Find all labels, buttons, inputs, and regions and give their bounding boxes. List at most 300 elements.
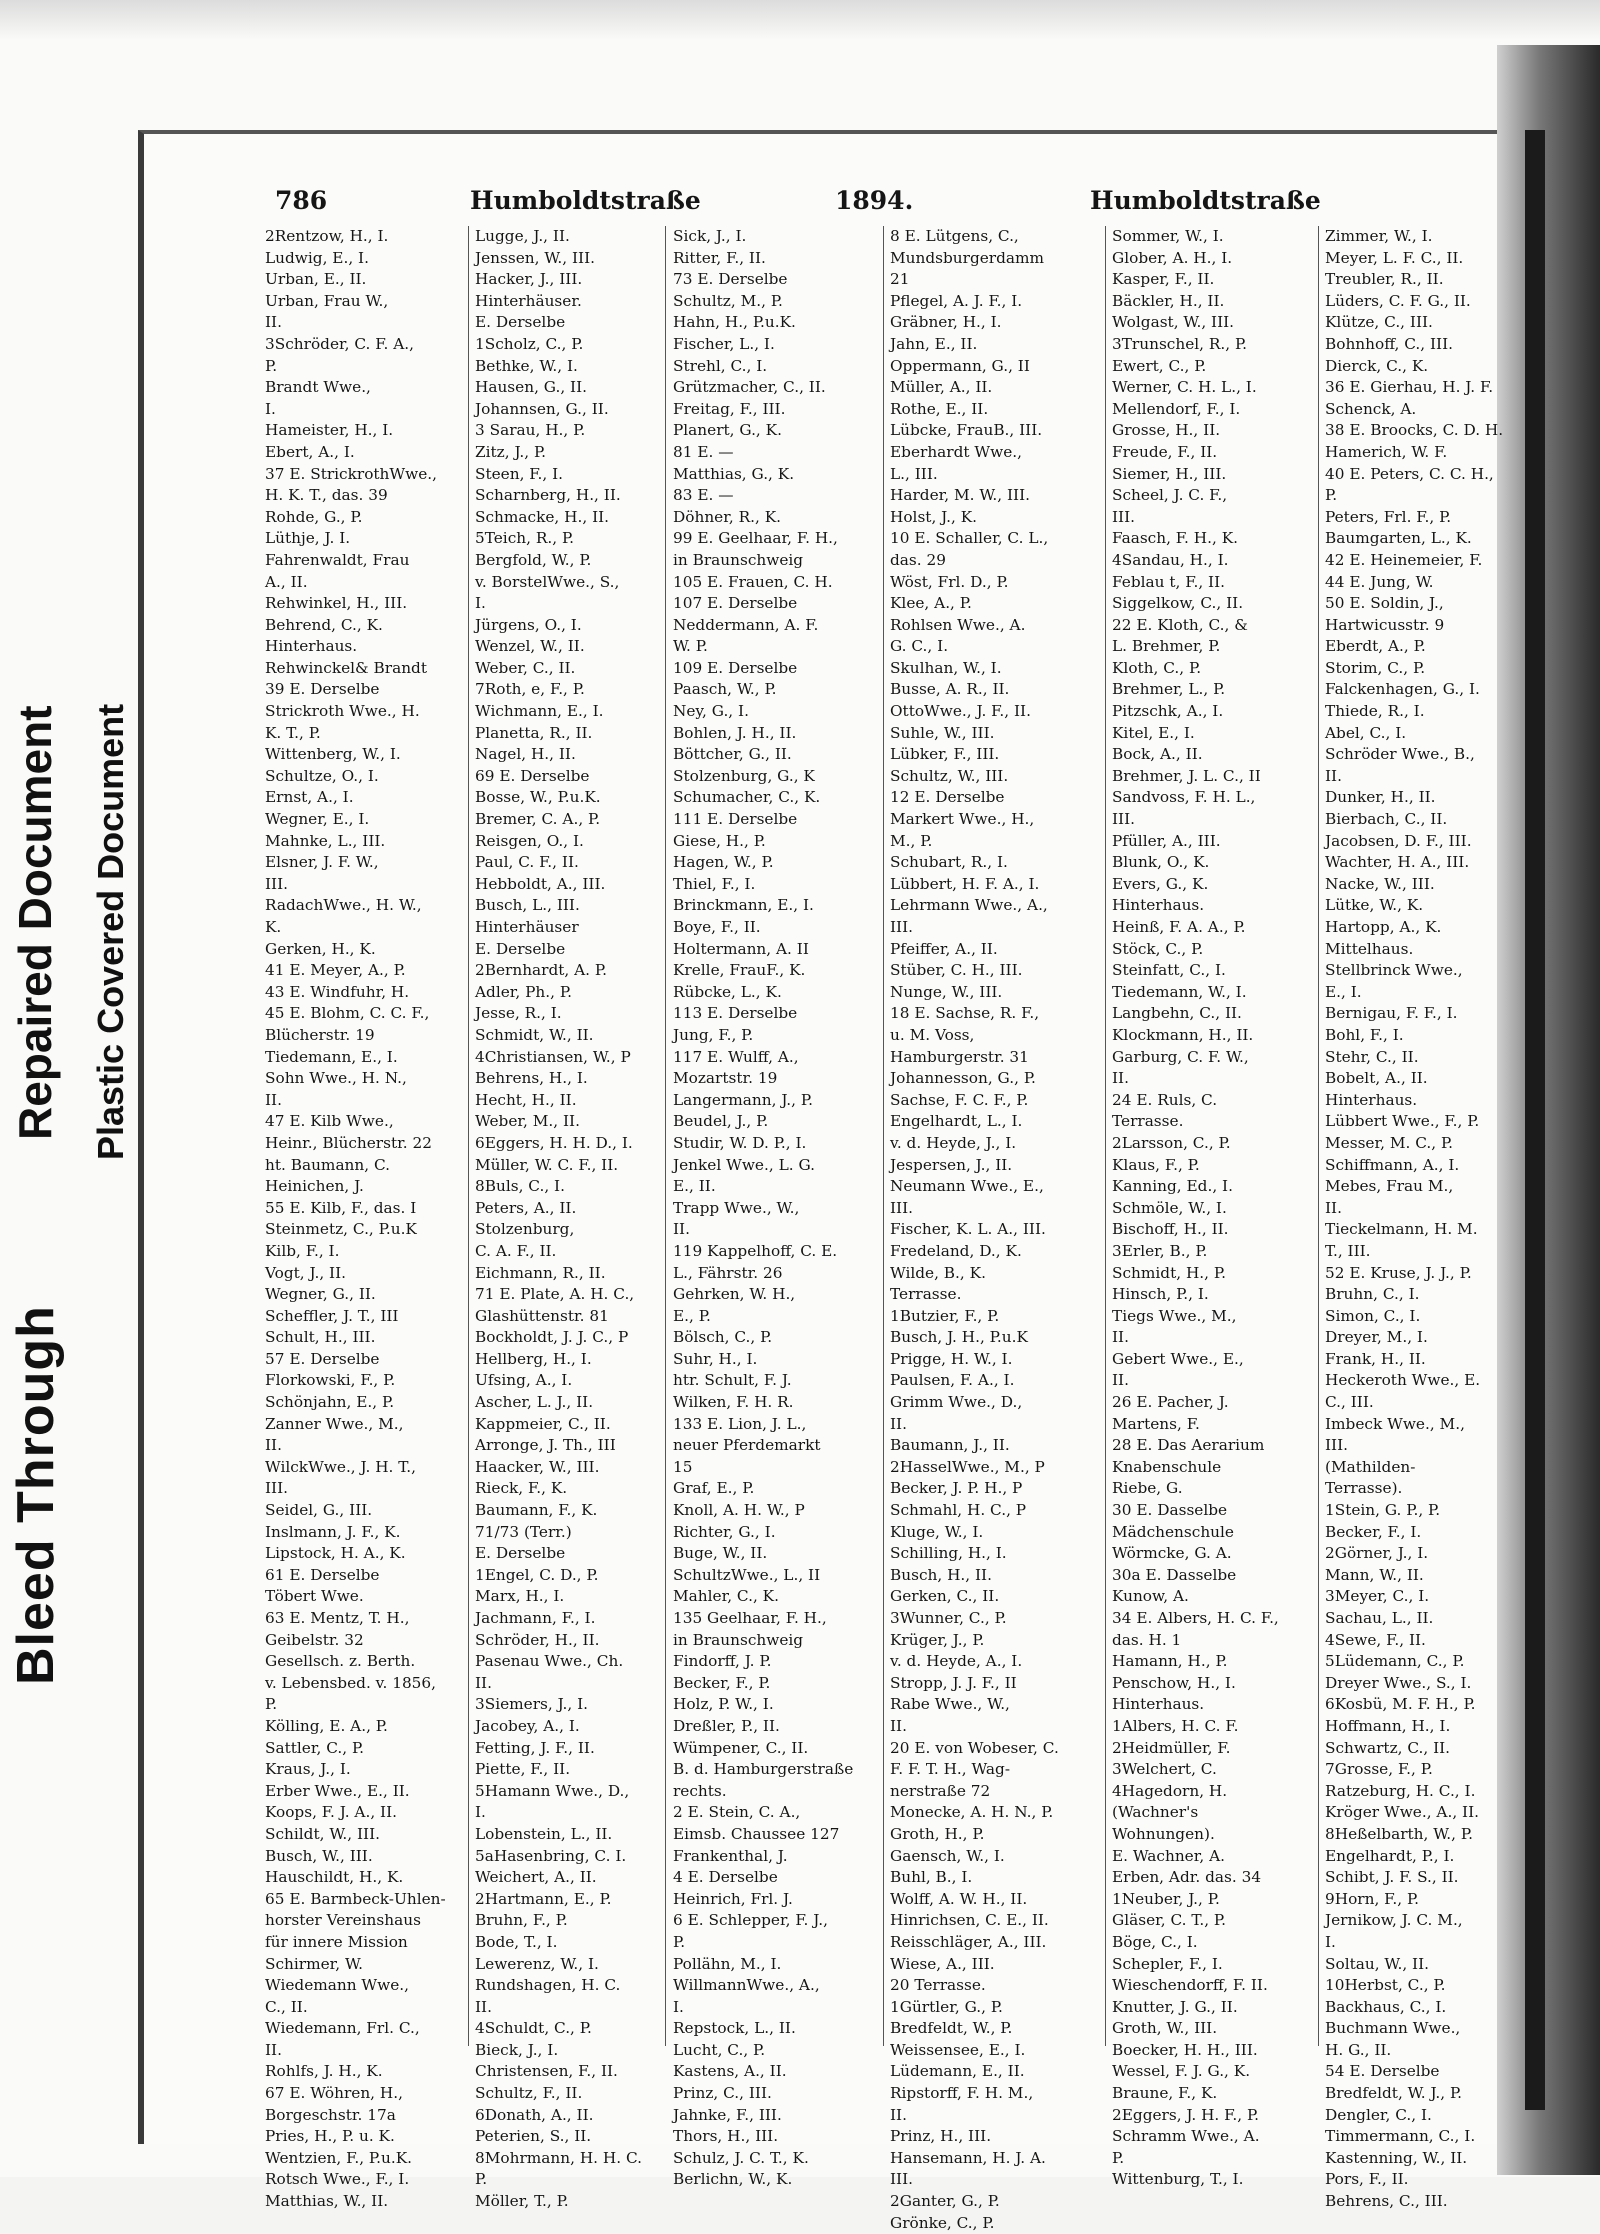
directory-entry: 8Mohrmann, H. H. C. <box>475 2148 642 2167</box>
directory-entry: Rehwinckel& Brandt <box>265 658 427 677</box>
directory-entry: Planert, G., K. <box>673 421 782 440</box>
directory-entry: Geibelstr. 32 <box>265 1630 364 1649</box>
directory-entry: Freitag, F., III. <box>673 399 786 418</box>
directory-entry: Schramm Wwe., A. <box>1112 2127 1260 2146</box>
directory-entry: III. <box>265 874 288 893</box>
directory-entry: C., II. <box>265 1997 308 2016</box>
directory-entry: 15 <box>673 1457 693 1476</box>
directory-entry: E. Wachner, A. <box>1112 1846 1225 1865</box>
directory-entry: Wieschendorff, F. II. <box>1112 1976 1268 1995</box>
column-1 <box>265 226 465 2211</box>
directory-entry: II. <box>475 1673 492 1692</box>
directory-entry: 65 E. Barmbeck-Uhlen- <box>265 1889 446 1908</box>
directory-entry: Busch, L., III. <box>475 896 580 915</box>
directory-entry: Stellbrinck Wwe., <box>1325 961 1463 980</box>
directory-entry: 5aHasenbring, C. I. <box>475 1846 627 1865</box>
year: 1894. <box>835 186 914 215</box>
directory-entry: Busch, H., II. <box>890 1565 992 1584</box>
directory-entry: Schilling, H., I. <box>890 1544 1007 1563</box>
directory-entry: 5Hamann Wwe., D., <box>475 1781 630 1800</box>
directory-entry: Ney, G., I. <box>673 702 749 721</box>
directory-entry: Schulz, J. C. T., K. <box>673 2148 809 2167</box>
directory-entry: Sohn Wwe., H. N., <box>265 1069 407 1088</box>
directory-entry: 50 E. Soldin, J., <box>1325 594 1444 613</box>
directory-entry: Buchmann Wwe., <box>1325 2019 1461 2038</box>
directory-entry: Bischoff, H., II. <box>1112 1220 1229 1239</box>
directory-entry: Busse, A. R., II. <box>890 680 1010 699</box>
directory-entry: Monecke, A. H. N., P. <box>890 1803 1054 1822</box>
directory-entry: Jernikow, J. C. M., <box>1325 1911 1463 1930</box>
directory-entry: Zanner Wwe., M., <box>265 1414 404 1433</box>
directory-entry: Holz, P. W., I. <box>673 1695 774 1714</box>
directory-entry: Schepler, F., I. <box>1112 1954 1223 1973</box>
directory-entry: (Mathilden- <box>1325 1457 1416 1476</box>
directory-entry: Matthias, G., K. <box>673 464 795 483</box>
directory-entry: Baumann, F., K. <box>475 1501 598 1520</box>
directory-entry: Jürgens, O., I. <box>475 615 582 634</box>
directory-entry: Stolzenburg, G., K <box>673 766 815 785</box>
street-title-left: Humboldtstraße <box>470 186 701 215</box>
directory-entry: 8Buls, C., I. <box>475 1177 565 1196</box>
directory-entry: 54 E. Derselbe <box>1325 2062 1440 2081</box>
directory-entry: P. <box>475 2170 488 2189</box>
directory-entry: Seidel, G., III. <box>265 1501 373 1520</box>
directory-entry: Bäckler, H., II. <box>1112 291 1225 310</box>
directory-entry: Pollähn, M., I. <box>673 1954 782 1973</box>
directory-entry: Nacke, W., III. <box>1325 874 1435 893</box>
directory-entry: Wentzien, F., P.u.K. <box>265 2148 412 2167</box>
directory-entry: P. <box>265 356 278 375</box>
directory-entry: Wiedemann, Frl. C., <box>265 2019 420 2038</box>
directory-entry: in Braunschweig <box>673 550 804 569</box>
directory-entry: Steinfatt, C., I. <box>1112 961 1226 980</box>
directory-entry: Wümpener, C., II. <box>673 1738 809 1757</box>
directory-entry: Stropp, J. J. F., II <box>890 1673 1017 1692</box>
directory-entry: Hauschildt, H., K. <box>265 1868 404 1887</box>
directory-entry: 2 E. Stein, C. A., <box>673 1803 801 1822</box>
directory-entry: Sick, J., I. <box>673 227 747 245</box>
directory-entry: Bredfeldt, W., P. <box>890 2019 1013 2038</box>
directory-entry: Bredfeldt, W. J., P. <box>1325 2084 1463 2103</box>
directory-entry: II. <box>1112 1069 1129 1088</box>
directory-entry: 9Horn, F., P. <box>1325 1889 1420 1908</box>
directory-entry: 2Görner, J., I. <box>1325 1544 1429 1563</box>
directory-entry: Wolff, A. W. H., II. <box>890 1889 1028 1908</box>
directory-entry: Reisschläger, A., III. <box>890 1932 1047 1951</box>
directory-entry: Kunow, A. <box>1112 1587 1189 1606</box>
directory-entry: Eichmann, R., II. <box>475 1263 606 1282</box>
directory-entry: Mebes, Frau M., <box>1325 1177 1454 1196</box>
directory-entry: Grönke, C., P. <box>890 2213 995 2232</box>
directory-entry: Eberdt, A., P. <box>1325 637 1426 656</box>
directory-entry: Bruhn, C., I. <box>1325 1285 1420 1304</box>
directory-entry: 119 Kappelhoff, C. E. <box>673 1241 838 1260</box>
directory-entry: Bobelt, A., II. <box>1325 1069 1428 1088</box>
directory-entry: Jenkel Wwe., L. G. <box>673 1155 815 1174</box>
directory-entry: 63 E. Mentz, T. H., <box>265 1609 410 1627</box>
directory-entry: Zitz, J., P. <box>475 442 547 461</box>
directory-entry: M., P. <box>890 831 933 850</box>
directory-entry: 3Erler, B., P. <box>1112 1241 1208 1260</box>
directory-entry: 113 E. Derselbe <box>673 1004 798 1023</box>
directory-entry: C., III. <box>1325 1393 1374 1412</box>
directory-entry: Behrens, C., III. <box>1325 2192 1448 2211</box>
directory-entry: Hahn, H., P.u.K. <box>673 313 796 332</box>
directory-entry: Kappmeier, C., II. <box>475 1414 611 1433</box>
directory-entry: Heinß, F. A. A., P. <box>1112 918 1246 936</box>
directory-entry: Urban, E., II. <box>265 270 367 289</box>
directory-entry: Mädchenschule <box>1112 1522 1234 1541</box>
directory-entry: Engelhardt, P., I. <box>1325 1846 1455 1865</box>
directory-entry: Bölsch, C., P. <box>673 1328 773 1347</box>
directory-entry: 1Butzier, F., P. <box>890 1306 1000 1325</box>
directory-entry: 81 E. — <box>673 442 734 461</box>
directory-entry: ht. Baumann, C. <box>265 1155 391 1174</box>
directory-entry: Bockholdt, J. J. C., P <box>475 1328 629 1347</box>
directory-entry: Wegner, G., II. <box>265 1285 376 1304</box>
directory-entry: 2Hartmann, E., P. <box>475 1889 612 1908</box>
directory-entry: Fischer, L., I. <box>673 334 775 353</box>
directory-entry: Boecker, H. H., III. <box>1112 2040 1258 2059</box>
directory-entry: neuer Pferdemarkt <box>673 1436 821 1455</box>
directory-entry: 8 E. Lütgens, C., <box>890 227 1019 245</box>
directory-entry: Hoffmann, H., I. <box>1325 1716 1451 1735</box>
directory-entry: Holtermann, A. II <box>673 939 809 958</box>
directory-entry: 10Herbst, C., P. <box>1325 1976 1446 1995</box>
directory-entry: 2Heidmüller, F. <box>1112 1738 1231 1757</box>
directory-entry: 1Scholz, C., P. <box>475 334 584 353</box>
directory-entry: Töbert Wwe. <box>265 1587 364 1606</box>
directory-entry: Elsner, J. F. W., <box>265 853 379 872</box>
directory-entry: Kilb, F., I. <box>265 1241 340 1260</box>
directory-entry: 71/73 (Terr.) <box>475 1522 572 1541</box>
directory-entry: Gebert Wwe., E., <box>1112 1349 1244 1368</box>
directory-entry: Evers, G., K. <box>1112 874 1209 893</box>
directory-entry: Fischer, K. L. A., III. <box>890 1220 1046 1239</box>
directory-entry: 2Rentzow, H., I. <box>265 227 389 245</box>
directory-entry: Ufsing, A., I. <box>475 1371 573 1390</box>
directory-entry: Steen, F., I. <box>475 464 564 483</box>
directory-entry: III. <box>890 918 913 936</box>
directory-entry: Tiedemann, W., I. <box>1112 982 1247 1001</box>
directory-entry: III. <box>1112 507 1135 526</box>
directory-entry: Lübbert Wwe., F., P. <box>1325 1112 1480 1131</box>
directory-entry: Tiegs Wwe., M., <box>1112 1306 1237 1325</box>
directory-entry: 99 E. Geelhaar, F. H., <box>673 529 838 548</box>
directory-entry: Planetta, R., II. <box>475 723 593 742</box>
directory-entry: Dunker, H., II. <box>1325 788 1436 807</box>
directory-entry: Jacobsen, D. F., III. <box>1325 831 1472 850</box>
directory-entry: I. <box>475 1803 486 1822</box>
directory-entry: Koops, F. J. A., II. <box>265 1803 398 1822</box>
directory-entry: Bode, T., I. <box>475 1932 558 1951</box>
directory-entry: 3Siemers, J., I. <box>475 1695 589 1714</box>
directory-entry: Piette, F., II. <box>475 1760 571 1779</box>
directory-entry: Rohlsen Wwe., A. <box>890 615 1026 634</box>
directory-entry: Behrend, C., K. <box>265 615 383 634</box>
directory-entry: Bohnhoff, C., III. <box>1325 334 1453 353</box>
directory-entry: Lucht, C., P. <box>673 2040 766 2059</box>
directory-entry: Ebert, A., I. <box>265 442 355 461</box>
column-4 <box>890 226 1105 2232</box>
directory-entry: 1Neuber, J., P. <box>1112 1889 1220 1908</box>
directory-entry: 111 E. Derselbe <box>673 810 798 829</box>
directory-entry: Kastenning, W., II. <box>1325 2148 1468 2167</box>
directory-entry: 38 E. Broocks, C. D. H. <box>1325 421 1504 440</box>
directory-entry: Brehmer, L., P. <box>1112 680 1226 699</box>
directory-entry: Hinterhäuser <box>475 918 579 936</box>
directory-entry: Gehrken, W. H., <box>673 1285 796 1304</box>
directory-entry: Martens, F. <box>1112 1414 1200 1433</box>
directory-entry: Müller, A., II. <box>890 378 993 397</box>
directory-entry: Wohnungen). <box>1112 1824 1215 1843</box>
directory-entry: Vogt, J., II. <box>265 1263 346 1282</box>
directory-entry: Backhaus, C., I. <box>1325 1997 1447 2016</box>
directory-entry: Studir, W. D. P., I. <box>673 1133 807 1152</box>
directory-entry: Schultze, O., I. <box>265 766 379 785</box>
directory-entry: Hinterhäuser. <box>475 291 582 310</box>
directory-entry: v. d. Heyde, J., I. <box>890 1133 1017 1152</box>
directory-entry: Meyer, L. F. C., II. <box>1325 248 1464 267</box>
directory-entry: Pors, F., II. <box>1325 2170 1409 2189</box>
directory-entry: Stolzenburg, <box>475 1220 575 1239</box>
directory-entry: Buhl, B., I. <box>890 1868 973 1887</box>
directory-entry: 6 E. Schlepper, F. J., <box>673 1911 828 1930</box>
directory-entry: B. d. Hamburgerstraße <box>673 1760 854 1779</box>
directory-entry: Rehwinkel, H., III. <box>265 594 408 613</box>
directory-entry: 39 E. Derselbe <box>265 680 380 699</box>
directory-entry: Hebboldt, A., III. <box>475 874 606 893</box>
directory-entry: Hartopp, A., K. <box>1325 918 1442 936</box>
directory-entry: 4Christiansen, W., P <box>475 1047 631 1066</box>
directory-entry: T., III. <box>1325 1241 1371 1260</box>
directory-columns <box>265 226 1515 2232</box>
directory-entry: Rohde, G., P. <box>265 507 363 526</box>
directory-entry: Grosse, H., II. <box>1112 421 1221 440</box>
directory-entry: Mahnke, L., III. <box>265 831 386 850</box>
directory-entry: Hansemann, H. J. A. <box>890 2148 1046 2167</box>
directory-entry: Klee, A., P. <box>890 594 972 613</box>
directory-entry: Nagel, H., II. <box>475 745 576 764</box>
directory-entry: Schirmer, W. <box>265 1954 363 1973</box>
directory-entry: Kastens, A., II. <box>673 2062 787 2081</box>
directory-entry: 109 E. Derselbe <box>673 658 798 677</box>
directory-entry: Lütke, W., K. <box>1325 896 1424 915</box>
directory-entry: Tiedemann, E., I. <box>265 1047 398 1066</box>
directory-entry: III. <box>1325 1436 1348 1455</box>
directory-entry: 3Trunschel, R., P. <box>1112 334 1248 353</box>
directory-entry: Siemer, H., III. <box>1112 464 1227 483</box>
directory-entry: III. <box>890 2170 913 2189</box>
directory-entry: Dierck, C., K. <box>1325 356 1429 375</box>
directory-entry: Grützmacher, C., II. <box>673 378 826 397</box>
directory-entry: Sachau, L., II. <box>1325 1609 1434 1627</box>
directory-entry: Ascher, L. J., II. <box>475 1393 594 1412</box>
directory-entry: Lüthje, J. I. <box>265 529 351 548</box>
directory-entry: 4Schuldt, C., P. <box>475 2019 592 2038</box>
directory-entry: Busch, W., III. <box>265 1846 373 1865</box>
directory-entry: Wenzel, W., II. <box>475 637 585 656</box>
directory-entry: Krüger, J., P. <box>890 1630 985 1649</box>
directory-entry: Rübcke, L., K. <box>673 982 782 1001</box>
directory-entry: E. Derselbe <box>475 939 566 958</box>
directory-entry: Ritter, F., II. <box>673 248 766 267</box>
directory-entry: Neddermann, A. F. <box>673 615 819 634</box>
directory-entry: Bruhn, F., P. <box>475 1911 568 1930</box>
directory-entry: Schultz, F., II. <box>475 2084 583 2103</box>
directory-entry: 45 E. Blohm, C. C. F., <box>265 1004 430 1023</box>
directory-entry: Imbeck Wwe., M., <box>1325 1414 1465 1433</box>
directory-entry: Stöck, C., P. <box>1112 939 1204 958</box>
directory-entry: 2Bernhardt, A. P. <box>475 961 607 980</box>
directory-entry: Buge, W., II. <box>673 1544 768 1563</box>
directory-entry: Steinmetz, C., P.u.K <box>265 1220 417 1239</box>
directory-entry: Becker, J. P. H., P <box>890 1479 1023 1498</box>
directory-entry: Gerken, H., K. <box>265 939 376 958</box>
directory-entry: Schmacke, H., II. <box>475 507 610 526</box>
directory-entry: Soltau, W., II. <box>1325 1954 1430 1973</box>
directory-entry: E. Derselbe <box>475 1544 566 1563</box>
directory-entry: Nunge, W., III. <box>890 982 1003 1001</box>
directory-entry: K. <box>265 918 282 936</box>
directory-entry: 2Larsson, C., P. <box>1112 1133 1231 1152</box>
directory-entry: Fahrenwaldt, Frau <box>265 550 410 569</box>
directory-entry: K. T., P. <box>265 723 321 742</box>
directory-entry: Hinterhaus. <box>1325 1090 1418 1109</box>
directory-entry: III. <box>890 1198 913 1217</box>
directory-entry: Bohl, F., I. <box>1325 1025 1404 1044</box>
directory-entry: Döhner, R., K. <box>673 507 781 526</box>
directory-entry: Graf, E., P. <box>673 1479 755 1498</box>
directory-entry: Ludwig, E., I. <box>265 248 369 267</box>
directory-entry: I. <box>475 594 486 613</box>
directory-entry: 5Lüdemann, C., P. <box>1325 1652 1465 1671</box>
directory-entry: Hinterhaus. <box>265 637 358 656</box>
directory-entry: Strickroth Wwe., H. <box>265 702 420 721</box>
directory-entry: Schubart, R., I. <box>890 853 1008 872</box>
directory-entry: Bohlen, J. H., II. <box>673 723 797 742</box>
directory-entry: Böttcher, G., II. <box>673 745 792 764</box>
page-header <box>275 186 1321 222</box>
directory-entry: W. P. <box>673 637 708 656</box>
directory-entry: für innere Mission <box>265 1932 408 1951</box>
column-5 <box>1112 226 1319 2189</box>
directory-entry: 57 E. Derselbe <box>265 1349 380 1368</box>
directory-entry: L., Fährstr. 26 <box>673 1263 783 1282</box>
directory-entry: 2Ganter, G., P. <box>890 2192 1000 2211</box>
directory-entry: Arronge, J. Th., III <box>475 1436 616 1455</box>
directory-entry: Brinckmann, E., I. <box>673 896 814 915</box>
directory-entry: 71 E. Plate, A. H. C., <box>475 1285 635 1304</box>
directory-entry: Sandvoss, F. H. L., <box>1112 788 1256 807</box>
directory-entry: Simon, C., I. <box>1325 1306 1421 1325</box>
directory-entry: das. 29 <box>890 550 946 569</box>
directory-entry: Rothe, E., II. <box>890 399 989 418</box>
directory-entry: Klütze, C., III. <box>1325 313 1433 332</box>
directory-entry: 5Teich, R., P. <box>475 529 574 548</box>
directory-entry: Findorff, J. P. <box>673 1652 772 1671</box>
directory-entry: E., II. <box>673 1177 716 1196</box>
directory-entry: 20 E. von Wobeser, C. <box>890 1738 1059 1757</box>
directory-entry: Blunk, O., K. <box>1112 853 1210 872</box>
directory-entry: Fredeland, D., K. <box>890 1241 1022 1260</box>
directory-entry: 30a E. Dasselbe <box>1112 1565 1237 1584</box>
directory-entry: Pasenau Wwe., Ch. <box>475 1652 624 1671</box>
directory-entry: Terrasse). <box>1325 1479 1403 1498</box>
directory-entry: Hamburgerstr. 31 <box>890 1047 1029 1066</box>
directory-entry: Holst, J., K. <box>890 507 977 526</box>
directory-entry: Mundsburgerdamm <box>890 248 1045 267</box>
directory-entry: 40 E. Peters, C. C. H., <box>1325 464 1494 483</box>
directory-entry: II. <box>890 1414 907 1433</box>
directory-entry: Möller, T., P. <box>475 2192 569 2211</box>
directory-entry: Krelle, FrauF., K. <box>673 961 806 980</box>
directory-entry: Ernst, A., I. <box>265 788 354 807</box>
directory-entry: Jung, F., P. <box>673 1025 754 1044</box>
directory-entry: Schenck, A. <box>1325 399 1417 418</box>
directory-entry: Peters, A., II. <box>475 1198 577 1217</box>
plastic-covered-label: Plastic Covered Document <box>90 703 131 1160</box>
directory-entry: Jenssen, W., III. <box>475 248 595 267</box>
directory-entry: (Wachner's <box>1112 1803 1199 1822</box>
column-2 <box>475 226 670 2211</box>
directory-entry: Haacker, W., III. <box>475 1457 600 1476</box>
directory-entry: L., III. <box>890 464 938 483</box>
directory-entry: Wittenburg, T., I. <box>1112 2170 1244 2189</box>
directory-entry: 36 E. Gierhau, H. J. F. <box>1325 378 1494 397</box>
directory-entry: nerstraße 72 <box>890 1781 991 1800</box>
directory-entry: III. <box>265 1479 288 1498</box>
directory-entry: Ripstorff, F. H. M., <box>890 2084 1034 2103</box>
directory-entry: Böge, C., I. <box>1112 1932 1198 1951</box>
directory-entry: Feblau t, F., II. <box>1112 572 1225 591</box>
directory-entry: Boye, F., II. <box>673 918 761 936</box>
directory-entry: 1Gürtler, G., P. <box>890 1997 1003 2016</box>
directory-entry: Lugge, J., II. <box>475 227 570 245</box>
directory-entry: WillmannWwe., A., <box>673 1976 820 1995</box>
directory-entry: Ewert, C., P. <box>1112 356 1207 375</box>
directory-entry: Hameister, H., I. <box>265 421 394 440</box>
directory-entry: Faasch, F. H., K. <box>1112 529 1238 548</box>
directory-entry: Eberhardt Wwe., <box>890 442 1023 461</box>
directory-entry: 117 E. Wulff, A., <box>673 1047 799 1066</box>
directory-entry: Eimsb. Chaussee 127 <box>673 1824 840 1843</box>
directory-entry: 1Stein, G. P., P. <box>1325 1501 1441 1520</box>
directory-entry: Langbehn, C., II. <box>1112 1004 1242 1023</box>
directory-entry: Lüders, C. F. G., II. <box>1325 291 1471 310</box>
directory-entry: III. <box>1112 810 1135 829</box>
directory-entry: u. M. Voss, <box>890 1025 975 1044</box>
directory-entry: Frank, H., II. <box>1325 1349 1426 1368</box>
directory-entry: 135 Geelhaar, F. H., <box>673 1609 827 1627</box>
directory-entry: Glober, A. H., I. <box>1112 248 1233 267</box>
directory-entry: v. Lebensbed. v. 1856, <box>265 1673 437 1692</box>
column-6 <box>1325 226 1515 2211</box>
directory-entry: Blücherstr. 19 <box>265 1025 375 1044</box>
directory-entry: E. Derselbe <box>475 313 566 332</box>
directory-entry: Bethke, W., I. <box>475 356 578 375</box>
directory-entry: Baumgarten, L., K. <box>1325 529 1472 548</box>
directory-entry: Schönjahn, E., P. <box>265 1393 395 1412</box>
directory-entry: 4Sewe, F., II. <box>1325 1630 1426 1649</box>
directory-entry: Rieck, F., K. <box>475 1479 568 1498</box>
directory-entry: Bosse, W., P.u.K. <box>475 788 601 807</box>
directory-entry: II. <box>475 1997 492 2016</box>
directory-entry: II. <box>265 1090 282 1109</box>
directory-entry: Grimm Wwe., D., <box>890 1393 1023 1412</box>
directory-entry: 10 E. Schaller, C. L., <box>890 529 1049 548</box>
directory-entry: 3Welchert, C. <box>1112 1760 1217 1779</box>
